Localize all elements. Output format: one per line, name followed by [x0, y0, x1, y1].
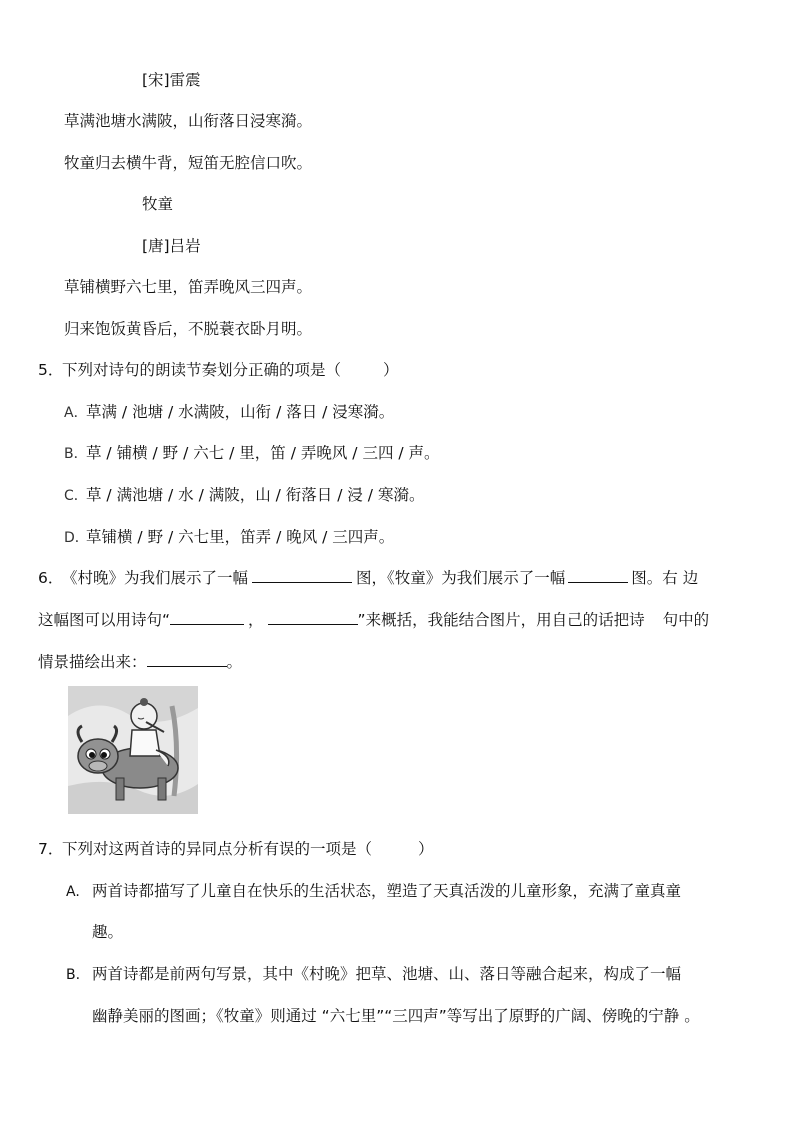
poem2-title: 牧童 — [142, 195, 174, 213]
poem2-line2: 归来饱饭黄昏后，不脱蓑衣卧月明。 — [64, 320, 313, 338]
question-text: ， — [248, 611, 264, 629]
option-text: 草满 / 池塘 / 水满陂，山衔 / 落日 / 浸寒漪。 — [86, 403, 395, 421]
question-close-paren: ） — [383, 361, 399, 379]
poem1-line2: 牧童归去横牛背，短笛无腔信口吹。 — [64, 154, 313, 172]
answer-blank-5[interactable] — [147, 652, 227, 667]
question-text: 情景描绘出来： — [38, 653, 147, 671]
illustration-svg — [68, 686, 198, 814]
question-close-paren: ） — [418, 840, 434, 858]
q7-option-a-line2: 趣。 — [92, 923, 124, 941]
answer-blank-4[interactable] — [268, 610, 358, 625]
question-5-stem — [38, 360, 399, 380]
answer-blank-1[interactable] — [252, 568, 352, 583]
option-letter: B． — [64, 446, 88, 462]
q7-option-a-line1[interactable] — [66, 881, 681, 902]
question-6-line1 — [38, 568, 698, 588]
poem1-author: [宋]雷震 — [142, 71, 201, 89]
option-letter: D． — [64, 530, 89, 546]
question-text: ”来概括，我能结合图片，用自己的话把诗 — [357, 611, 645, 629]
option-d[interactable] — [64, 527, 394, 548]
option-b[interactable] — [64, 443, 440, 464]
question-number: 7． — [38, 840, 64, 858]
option-letter: C． — [64, 488, 88, 504]
boy-on-ox-illustration — [68, 686, 198, 814]
q7-option-b-line1[interactable] — [66, 964, 681, 985]
option-c[interactable] — [64, 485, 424, 506]
question-text: 下列对诗句的朗读节奏划分正确的项是（ — [62, 361, 342, 379]
option-text: 草铺横 / 野 / 六七里，笛弄 / 晚风 / 三四声。 — [86, 528, 395, 546]
option-text: 两首诗都描写了儿童自在快乐的生活状态，塑造了天真活泼的儿童形象，充满了童真童 — [92, 882, 682, 900]
option-text: 两首诗都是前两句写景，其中《村晚》把草、池塘、山、落日等融合起来，构成了一幅 — [92, 965, 682, 983]
answer-blank-3[interactable] — [170, 610, 244, 625]
question-7-stem — [38, 839, 434, 859]
question-text: 这幅图可以用诗句“ — [38, 611, 171, 629]
question-text: 句中的 — [662, 611, 710, 629]
option-letter: B. — [66, 967, 81, 983]
poem1-line1: 草满池塘水满陂，山衔落日浸寒漪。 — [64, 112, 313, 130]
option-text: 草 / 铺横 / 野 / 六七 / 里，笛 / 弄晚风 / 三四 / 声。 — [86, 444, 440, 462]
q7-option-b-line2: 幽静美丽的图画；《牧童》则通过 “六七里”“三四声”等写出了原野的广阔、傍晚的宁静 。 — [92, 1007, 700, 1025]
option-letter: A． — [64, 405, 88, 421]
question-6-line2 — [38, 610, 709, 630]
option-a[interactable] — [64, 402, 394, 423]
option-text: 草 / 满池塘 / 水 / 满陂，山 / 衔落日 / 浸 / 寒漪。 — [86, 486, 425, 504]
question-text: 。 — [226, 653, 243, 671]
poem2-line1: 草铺横野六七里，笛弄晚风三四声。 — [64, 278, 313, 296]
question-text: 下列对这两首诗的异同点分析有误的一项是（ — [62, 840, 373, 858]
question-text: 图。右 边 — [631, 569, 699, 587]
question-text: 图，《牧童》为我们展示了一幅 — [356, 569, 566, 587]
answer-blank-2[interactable] — [568, 568, 628, 583]
question-6-line3 — [38, 652, 242, 672]
question-number: 6． — [38, 569, 64, 587]
option-letter: A. — [66, 884, 80, 900]
question-number: 5． — [38, 361, 64, 379]
poem2-author: [唐]吕岩 — [142, 237, 201, 255]
question-text: 《村晚》为我们展示了一幅 — [62, 569, 249, 587]
